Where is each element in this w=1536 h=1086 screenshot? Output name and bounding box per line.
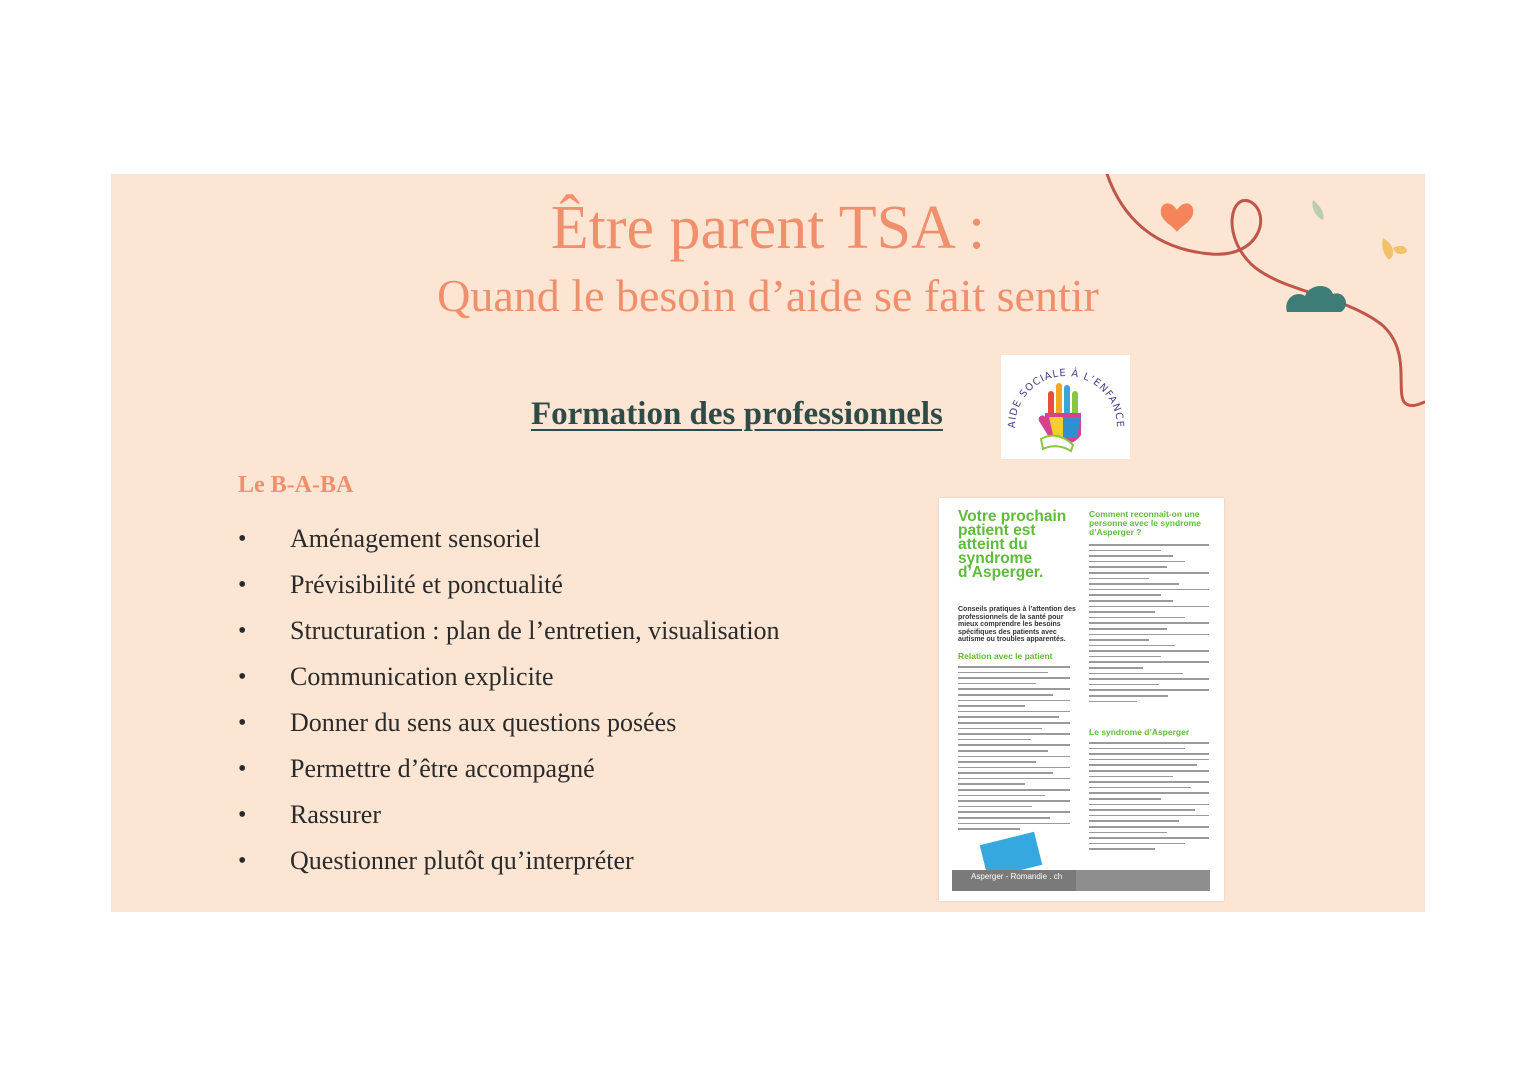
bullet-icon: • [238,847,247,874]
aide-sociale-logo [1001,355,1130,459]
bullet-text: Questionner plutôt qu’interpréter [290,846,634,875]
flyer-text-lines [1089,544,1209,706]
slide-title: Être parent TSA : [550,194,986,262]
bullet-icon: • [238,709,247,736]
bullet-text: Structuration : plan de l’entretien, visualisation [290,616,780,645]
list-item [238,516,780,562]
bullet-icon: • [238,755,247,782]
bullet-text: Donner du sens aux questions posées [290,708,677,737]
list-item [238,562,780,608]
flyer-footer-brand: Asperger - Romandie . ch [971,872,1063,881]
flyer-text-lines [1089,742,1209,854]
list-item [238,654,780,700]
hand-icon [1039,383,1081,451]
bullet-text: Permettre d’être accompagné [290,754,595,783]
bullet-list [238,516,780,884]
slide [111,174,1425,912]
flyer-heading-relation: Relation avec le patient [958,651,1053,661]
logo-text: AIDE SOCIALE À L’ENFANCE [1006,367,1126,429]
slide-subtitle: Quand le besoin d’aide se fait sentir [437,270,1099,321]
bullet-text: Rassurer [290,800,381,829]
list-item [238,838,780,884]
bullet-icon: • [238,525,247,552]
list-item [238,608,780,654]
list-item [238,700,780,746]
formation-heading: Formation des professionnels [531,396,943,432]
flyer-heading-syndrome: Le syndrome d’Asperger [1089,727,1190,737]
asperger-flyer [939,498,1224,901]
flyer-heading-comment: Comment reconnaît-on une personne avec le syndrome d’Asperger ? [1089,509,1201,537]
flyer-text-lines [958,666,1070,834]
bullet-text: Aménagement sensoriel [290,524,541,553]
list-item [238,792,780,838]
bullet-text: Prévisibilité et ponctualité [290,570,563,599]
section-label: Le B-A-BA [238,472,354,498]
bullet-text: Communication explicite [290,662,554,691]
bullet-icon: • [238,801,247,828]
flyer-conseils: Conseils pratiques à l’attention des professionnels de la santé pour mieux comprendre les besoins spécifiques des patients avec autisme ou troubles apparentés. [958,606,1076,643]
bullet-icon: • [238,571,247,598]
list-item [238,746,780,792]
bullet-icon: • [238,663,247,690]
bullet-icon: • [238,617,247,644]
flyer-title: Votre prochain patient est atteint du syndrome d’Asperger. [958,508,1067,581]
